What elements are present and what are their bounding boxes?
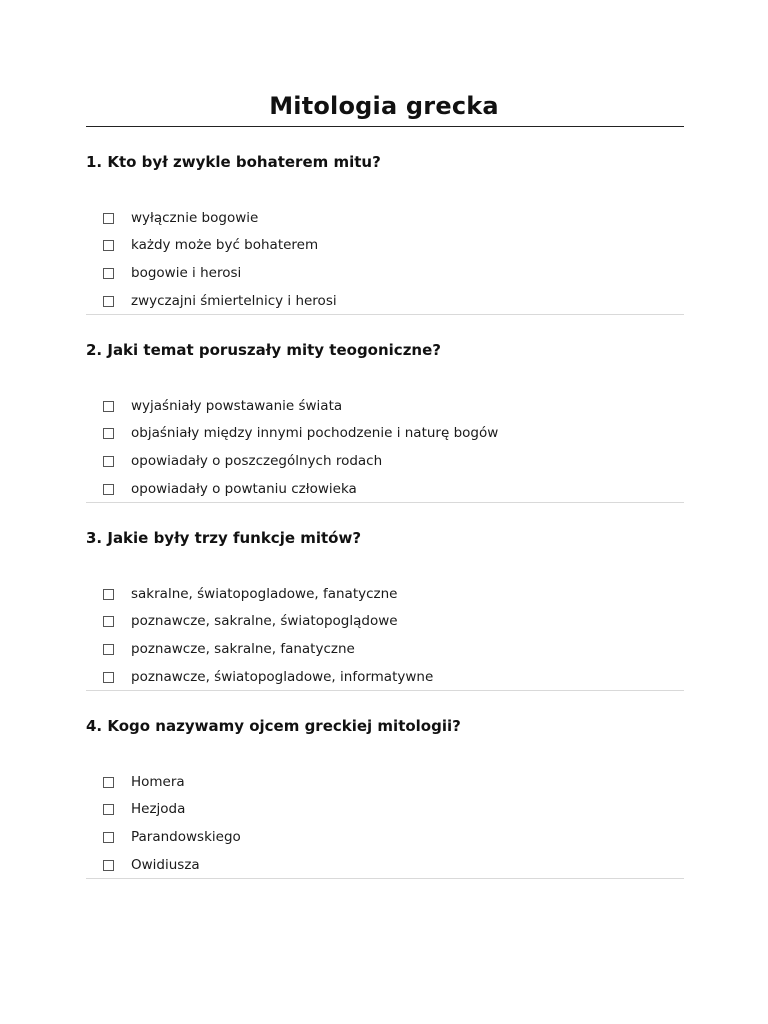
- question-text: 1. Kto był zwykle bohaterem mitu?: [86, 153, 381, 171]
- checkbox-icon[interactable]: [103, 213, 114, 224]
- answer-label: Hezjoda: [131, 801, 186, 817]
- title-divider: [86, 126, 684, 127]
- answer-option[interactable]: [103, 584, 397, 604]
- question-4: [86, 716, 684, 873]
- answer-label: Parandowskiego: [131, 829, 241, 845]
- answer-option[interactable]: [103, 667, 433, 687]
- answer-label: objaśniały między innymi pochodzenie i naturę bogów: [131, 425, 499, 441]
- checkbox-icon[interactable]: [103, 777, 114, 788]
- question-divider: [86, 502, 684, 503]
- answer-option[interactable]: [103, 235, 318, 255]
- answer-option[interactable]: [103, 827, 241, 847]
- checkbox-icon[interactable]: [103, 644, 114, 655]
- answer-label: zwyczajni śmiertelnicy i herosi: [131, 293, 337, 309]
- answer-option[interactable]: [103, 772, 185, 792]
- answer-option[interactable]: [103, 396, 342, 416]
- answer-label: opowiadały o poszczególnych rodach: [131, 453, 383, 469]
- answer-label: poznawcze, światopogladowe, informatywne: [131, 669, 434, 685]
- checkbox-icon[interactable]: [103, 296, 114, 307]
- answer-label: bogowie i herosi: [131, 265, 242, 281]
- question-1: [86, 152, 684, 309]
- answer-option[interactable]: [103, 855, 200, 875]
- checkbox-icon[interactable]: [103, 832, 114, 843]
- answer-option[interactable]: [103, 423, 498, 443]
- answer-option[interactable]: [103, 263, 241, 283]
- checkbox-icon[interactable]: [103, 804, 114, 815]
- checkbox-icon[interactable]: [103, 456, 114, 467]
- answer-label: poznawcze, sakralne, fanatyczne: [131, 641, 355, 657]
- question-divider: [86, 690, 684, 691]
- answer-label: wyjaśniały powstawanie świata: [131, 398, 343, 414]
- answer-label: poznawcze, sakralne, światopoglądowe: [131, 613, 398, 629]
- question-text: 2. Jaki temat poruszały mity teogoniczne?: [86, 341, 441, 359]
- question-text: 3. Jakie były trzy funkcje mitów?: [86, 529, 362, 547]
- checkbox-icon[interactable]: [103, 616, 114, 627]
- answer-label: Owidiusza: [131, 857, 200, 873]
- checkbox-icon[interactable]: [103, 672, 114, 683]
- question-text: 4. Kogo nazywamy ojcem greckiej mitologii?: [86, 717, 461, 735]
- question-2: [86, 340, 684, 497]
- answer-option[interactable]: [103, 479, 357, 499]
- checkbox-icon[interactable]: [103, 240, 114, 251]
- answer-option[interactable]: [103, 208, 258, 228]
- checkbox-icon[interactable]: [103, 428, 114, 439]
- checkbox-icon[interactable]: [103, 268, 114, 279]
- answer-label: wyłącznie bogowie: [131, 210, 259, 226]
- checkbox-icon[interactable]: [103, 484, 114, 495]
- answer-label: sakralne, światopogladowe, fanatyczne: [131, 586, 398, 602]
- checkbox-icon[interactable]: [103, 589, 114, 600]
- answer-option[interactable]: [103, 639, 355, 659]
- question-divider: [86, 878, 684, 879]
- answer-option[interactable]: [103, 451, 382, 471]
- answer-label: każdy może być bohaterem: [131, 237, 319, 253]
- answer-option[interactable]: [103, 611, 398, 631]
- answer-label: Homera: [131, 774, 185, 790]
- question-divider: [86, 314, 684, 315]
- checkbox-icon[interactable]: [103, 401, 114, 412]
- answer-option[interactable]: [103, 799, 185, 819]
- checkbox-icon[interactable]: [103, 860, 114, 871]
- question-3: [86, 528, 684, 685]
- answer-label: opowiadały o powtaniu człowieka: [131, 481, 357, 497]
- answer-option[interactable]: [103, 291, 337, 311]
- page-title: Mitologia grecka: [269, 92, 499, 121]
